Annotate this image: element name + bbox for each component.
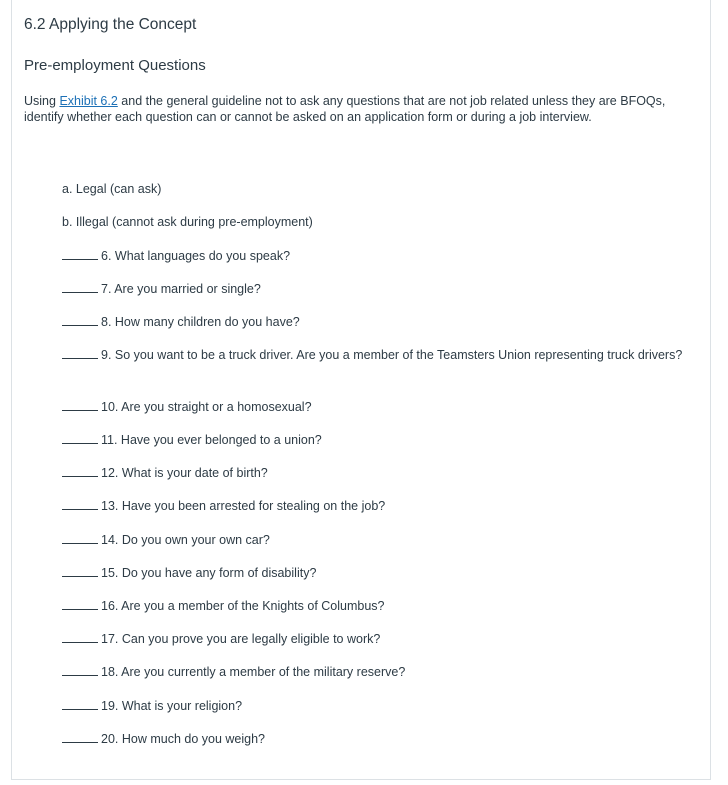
question-text: 20. How much do you weigh? — [101, 732, 265, 746]
question-text: 16. Are you a member of the Knights of Columbus? — [101, 599, 385, 613]
answer-blank[interactable] — [62, 565, 98, 577]
answer-blank[interactable] — [62, 399, 98, 411]
question-text: 15. Do you have any form of disability? — [101, 566, 317, 580]
question-text: 13. Have you been arrested for stealing on the job? — [101, 499, 386, 513]
question-item — [62, 498, 692, 514]
question-item — [62, 465, 692, 481]
question-item — [62, 731, 692, 747]
question-item — [62, 314, 692, 330]
question-item — [62, 281, 692, 297]
question-text: 7. Are you married or single? — [101, 282, 261, 296]
question-text: 10. Are you straight or a homosexual? — [101, 400, 312, 414]
question-text: 18. Are you currently a member of the military reserve? — [101, 665, 406, 679]
question-item — [62, 399, 692, 415]
question-item — [62, 532, 692, 548]
answer-blank[interactable] — [62, 498, 98, 510]
intro-text-start: Using — [24, 94, 60, 108]
question-item — [62, 698, 692, 714]
answer-blank[interactable] — [62, 465, 98, 477]
question-text: 9. So you want to be a truck driver. Are you a member of the Teamsters Union representing truck drivers? — [101, 348, 683, 362]
question-item — [62, 347, 692, 363]
question-text: 6. What languages do you speak? — [101, 249, 291, 263]
section-subtitle: Pre-employment Questions — [24, 57, 206, 74]
intro-text-end: and the general guideline not to ask any questions that are not job related unless they are BFOQs, identify whether each question can or cannot be asked on an application form or during a job interview. — [24, 94, 666, 124]
question-text: 8. How many children do you have? — [101, 315, 300, 329]
answer-blank[interactable] — [62, 314, 98, 326]
answer-blank[interactable] — [62, 731, 98, 743]
question-item — [62, 631, 692, 647]
answer-blank[interactable] — [62, 532, 98, 544]
answer-blank[interactable] — [62, 664, 98, 676]
answer-blank[interactable] — [62, 598, 98, 610]
answer-blank[interactable] — [62, 248, 98, 260]
answer-blank[interactable] — [62, 698, 98, 710]
content-card — [11, 0, 711, 780]
option-illegal: b. Illegal (cannot ask during pre-employment) — [62, 215, 313, 229]
question-text: 17. Can you prove you are legally eligible to work? — [101, 632, 381, 646]
exhibit-link[interactable]: Exhibit 6.2 — [59, 94, 118, 108]
section-title: 6.2 Applying the Concept — [24, 16, 197, 33]
question-text: 12. What is your date of birth? — [101, 466, 268, 480]
question-item — [62, 598, 692, 614]
answer-blank[interactable] — [62, 631, 98, 643]
answer-blank[interactable] — [62, 432, 98, 444]
question-text: 14. Do you own your own car? — [101, 533, 270, 547]
intro-paragraph — [24, 93, 696, 125]
question-text: 11. Have you ever belonged to a union? — [101, 433, 322, 447]
answer-blank[interactable] — [62, 347, 98, 359]
question-item — [62, 248, 692, 264]
question-text: 19. What is your religion? — [101, 699, 243, 713]
question-item — [62, 664, 692, 680]
question-item — [62, 432, 692, 448]
option-legal: a. Legal (can ask) — [62, 182, 162, 196]
answer-blank[interactable] — [62, 281, 98, 293]
question-item — [62, 565, 692, 581]
